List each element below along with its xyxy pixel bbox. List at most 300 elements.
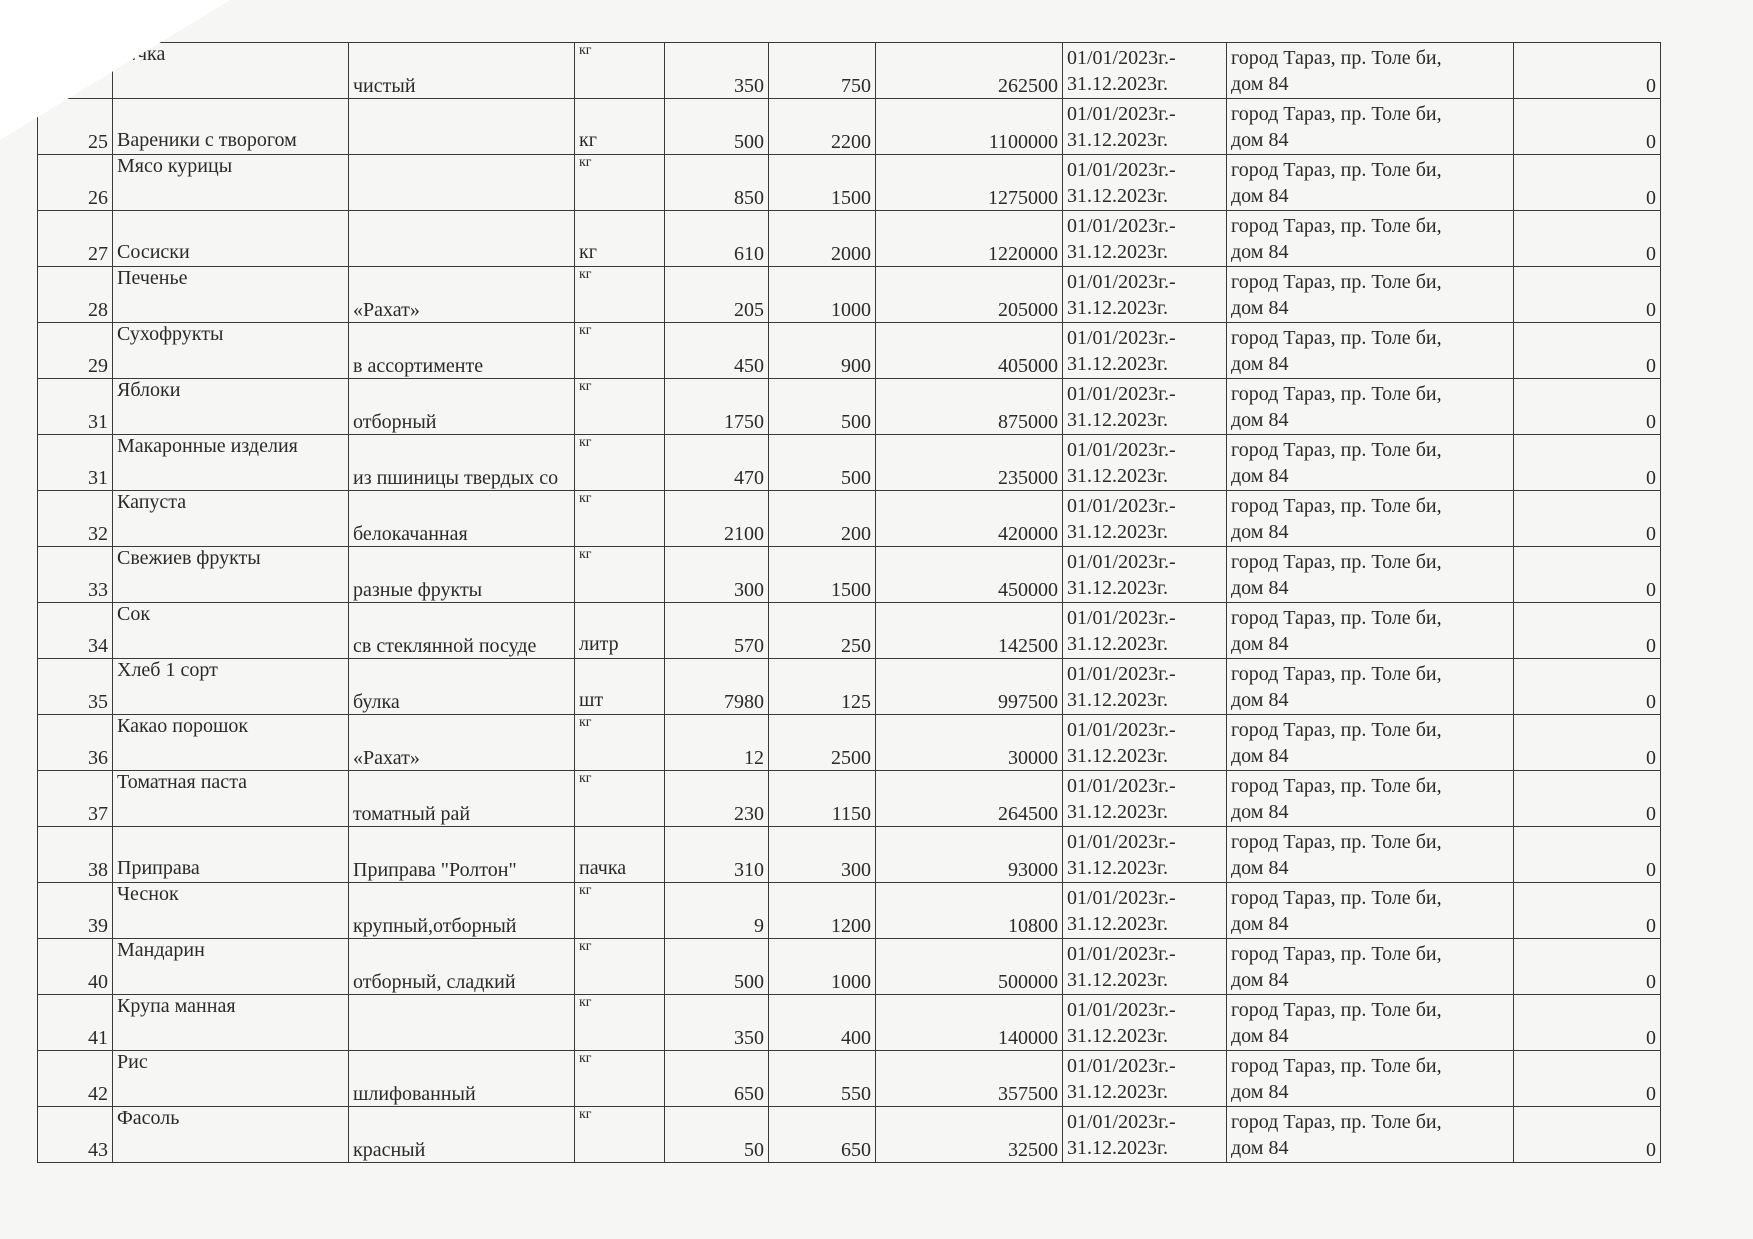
delivery-place	[1227, 715, 1514, 771]
table-row	[38, 659, 1661, 715]
total-sum: 205000	[876, 267, 1063, 323]
period-start: 01/01/2023г.-	[1067, 382, 1176, 405]
row-number: 38	[38, 827, 113, 883]
place-house: дом 84	[1231, 968, 1289, 991]
unit-of-measure: кг	[575, 547, 665, 603]
delivery-period	[1063, 995, 1227, 1051]
unit-price: 1000	[769, 267, 876, 323]
product-name: Фасоль	[113, 1107, 349, 1163]
place-house: дом 84	[1231, 184, 1289, 207]
unit-price: 200	[769, 491, 876, 547]
quantity: 500	[665, 939, 769, 995]
unit-price: 2200	[769, 99, 876, 155]
quantity: 500	[665, 99, 769, 155]
delivery-place	[1227, 99, 1514, 155]
period-end: 31.12.2023г.	[1067, 408, 1168, 431]
table-row	[38, 603, 1661, 659]
delivery-period	[1063, 267, 1227, 323]
table-row	[38, 379, 1661, 435]
place-house: дом 84	[1231, 632, 1289, 655]
unit-price: 900	[769, 323, 876, 379]
total-sum: 32500	[876, 1107, 1063, 1163]
table-row	[38, 323, 1661, 379]
period-start: 01/01/2023г.-	[1067, 1054, 1176, 1077]
delivery-place	[1227, 43, 1514, 99]
place-city: город Тараз, пр. Толе би,	[1231, 102, 1442, 125]
delivery-period	[1063, 435, 1227, 491]
place-house: дом 84	[1231, 240, 1289, 263]
advance-payment: 0	[1514, 659, 1661, 715]
total-sum: 10800	[876, 883, 1063, 939]
period-start: 01/01/2023г.-	[1067, 158, 1176, 181]
advance-payment: 0	[1514, 435, 1661, 491]
unit-of-measure: кг	[575, 99, 665, 155]
product-name: Томатная паста	[113, 771, 349, 827]
quantity: 310	[665, 827, 769, 883]
quantity: 7980	[665, 659, 769, 715]
product-description: отборный	[349, 379, 575, 435]
product-name: …чка	[113, 43, 349, 99]
unit-price: 300	[769, 827, 876, 883]
row-number: 36	[38, 715, 113, 771]
unit-of-measure: кг	[575, 43, 665, 99]
row-number: 35	[38, 659, 113, 715]
product-description: крупный,отборный	[349, 883, 575, 939]
delivery-place	[1227, 491, 1514, 547]
delivery-place	[1227, 435, 1514, 491]
unit-of-measure: шт	[575, 659, 665, 715]
delivery-period	[1063, 603, 1227, 659]
table-body	[38, 43, 1661, 1163]
product-name: Сосиски	[113, 211, 349, 267]
advance-payment: 0	[1514, 211, 1661, 267]
place-city: город Тараз, пр. Толе би,	[1231, 830, 1442, 853]
quantity: 470	[665, 435, 769, 491]
total-sum: 997500	[876, 659, 1063, 715]
place-house: дом 84	[1231, 1080, 1289, 1103]
table-row	[38, 211, 1661, 267]
product-description	[349, 995, 575, 1051]
period-start: 01/01/2023г.-	[1067, 438, 1176, 461]
product-name: Рис	[113, 1051, 349, 1107]
total-sum: 142500	[876, 603, 1063, 659]
place-city: город Тараз, пр. Толе би,	[1231, 214, 1442, 237]
delivery-place	[1227, 155, 1514, 211]
delivery-place	[1227, 827, 1514, 883]
row-number: 26	[38, 155, 113, 211]
delivery-place	[1227, 659, 1514, 715]
delivery-period	[1063, 211, 1227, 267]
place-house: дом 84	[1231, 912, 1289, 935]
product-name: Сухофрукты	[113, 323, 349, 379]
place-city: город Тараз, пр. Толе би,	[1231, 382, 1442, 405]
unit-of-measure: кг	[575, 995, 665, 1051]
period-start: 01/01/2023г.-	[1067, 494, 1176, 517]
period-end: 31.12.2023г.	[1067, 72, 1168, 95]
period-end: 31.12.2023г.	[1067, 1024, 1168, 1047]
quantity: 230	[665, 771, 769, 827]
period-end: 31.12.2023г.	[1067, 968, 1168, 991]
product-description: в ассортименте	[349, 323, 575, 379]
total-sum: 875000	[876, 379, 1063, 435]
place-city: город Тараз, пр. Толе би,	[1231, 550, 1442, 573]
product-name: Свежиев фрукты	[113, 547, 349, 603]
product-description	[349, 99, 575, 155]
product-name: Хлеб 1 сорт	[113, 659, 349, 715]
quantity: 350	[665, 995, 769, 1051]
advance-payment: 0	[1514, 1051, 1661, 1107]
unit-price: 750	[769, 43, 876, 99]
delivery-period	[1063, 1051, 1227, 1107]
product-description: отборный, сладкий	[349, 939, 575, 995]
unit-price: 400	[769, 995, 876, 1051]
unit-price: 500	[769, 435, 876, 491]
row-number: 41	[38, 995, 113, 1051]
table-row	[38, 827, 1661, 883]
place-house: дом 84	[1231, 688, 1289, 711]
advance-payment: 0	[1514, 379, 1661, 435]
table-row	[38, 435, 1661, 491]
period-start: 01/01/2023г.-	[1067, 326, 1176, 349]
period-start: 01/01/2023г.-	[1067, 270, 1176, 293]
place-city: город Тараз, пр. Толе би,	[1231, 942, 1442, 965]
unit-of-measure: кг	[575, 155, 665, 211]
product-description: шлифованный	[349, 1051, 575, 1107]
period-end: 31.12.2023г.	[1067, 800, 1168, 823]
place-house: дом 84	[1231, 352, 1289, 375]
period-end: 31.12.2023г.	[1067, 912, 1168, 935]
total-sum: 1275000	[876, 155, 1063, 211]
quantity: 570	[665, 603, 769, 659]
place-house: дом 84	[1231, 296, 1289, 319]
delivery-period	[1063, 715, 1227, 771]
quantity: 2100	[665, 491, 769, 547]
product-name: Чеснок	[113, 883, 349, 939]
product-description: красный	[349, 1107, 575, 1163]
total-sum: 357500	[876, 1051, 1063, 1107]
place-house: дом 84	[1231, 1136, 1289, 1159]
unit-of-measure: кг	[575, 323, 665, 379]
product-description: «Рахат»	[349, 267, 575, 323]
row-number: 32	[38, 491, 113, 547]
unit-price: 1000	[769, 939, 876, 995]
delivery-place	[1227, 1051, 1514, 1107]
place-city: город Тараз, пр. Толе би,	[1231, 774, 1442, 797]
total-sum: 93000	[876, 827, 1063, 883]
total-sum: 235000	[876, 435, 1063, 491]
unit-price: 2000	[769, 211, 876, 267]
advance-payment: 0	[1514, 323, 1661, 379]
advance-payment: 0	[1514, 771, 1661, 827]
period-start: 01/01/2023г.-	[1067, 102, 1176, 125]
period-end: 31.12.2023г.	[1067, 184, 1168, 207]
product-name: Яблоки	[113, 379, 349, 435]
product-description	[349, 211, 575, 267]
place-city: город Тараз, пр. Толе би,	[1231, 998, 1442, 1021]
row-number: 31	[38, 379, 113, 435]
advance-payment: 0	[1514, 267, 1661, 323]
period-end: 31.12.2023г.	[1067, 296, 1168, 319]
unit-of-measure: пачка	[575, 827, 665, 883]
period-end: 31.12.2023г.	[1067, 576, 1168, 599]
advance-payment: 0	[1514, 883, 1661, 939]
product-description: разные фрукты	[349, 547, 575, 603]
period-end: 31.12.2023г.	[1067, 1080, 1168, 1103]
delivery-period	[1063, 155, 1227, 211]
product-name: Приправа	[113, 827, 349, 883]
advance-payment: 0	[1514, 1107, 1661, 1163]
unit-of-measure: кг	[575, 1107, 665, 1163]
unit-of-measure: кг	[575, 491, 665, 547]
quantity: 9	[665, 883, 769, 939]
table-row	[38, 547, 1661, 603]
period-start: 01/01/2023г.-	[1067, 998, 1176, 1021]
table-row	[38, 939, 1661, 995]
delivery-place	[1227, 547, 1514, 603]
delivery-place	[1227, 323, 1514, 379]
place-city: город Тараз, пр. Толе би,	[1231, 886, 1442, 909]
product-name: Сок	[113, 603, 349, 659]
row-number: 39	[38, 883, 113, 939]
period-end: 31.12.2023г.	[1067, 352, 1168, 375]
delivery-place	[1227, 603, 1514, 659]
quantity: 650	[665, 1051, 769, 1107]
row-number: 25	[38, 99, 113, 155]
product-name: Вареники с творогом	[113, 99, 349, 155]
total-sum: 264500	[876, 771, 1063, 827]
quantity: 610	[665, 211, 769, 267]
unit-price: 500	[769, 379, 876, 435]
period-start: 01/01/2023г.-	[1067, 942, 1176, 965]
row-number: 42	[38, 1051, 113, 1107]
quantity: 850	[665, 155, 769, 211]
period-start: 01/01/2023г.-	[1067, 662, 1176, 685]
unit-of-measure: литр	[575, 603, 665, 659]
period-end: 31.12.2023г.	[1067, 744, 1168, 767]
advance-payment: 0	[1514, 155, 1661, 211]
quantity: 50	[665, 1107, 769, 1163]
delivery-period	[1063, 547, 1227, 603]
quantity: 12	[665, 715, 769, 771]
unit-price: 1500	[769, 155, 876, 211]
advance-payment: 0	[1514, 939, 1661, 995]
row-number: 43	[38, 1107, 113, 1163]
unit-of-measure: кг	[575, 939, 665, 995]
unit-of-measure: кг	[575, 771, 665, 827]
product-name: Крупа манная	[113, 995, 349, 1051]
advance-payment: 0	[1514, 43, 1661, 99]
total-sum: 30000	[876, 715, 1063, 771]
place-city: город Тараз, пр. Толе би,	[1231, 1110, 1442, 1133]
advance-payment: 0	[1514, 99, 1661, 155]
period-end: 31.12.2023г.	[1067, 128, 1168, 151]
product-description: чистый	[349, 43, 575, 99]
delivery-place	[1227, 1107, 1514, 1163]
product-description: св стеклянной посуде	[349, 603, 575, 659]
place-house: дом 84	[1231, 464, 1289, 487]
delivery-place	[1227, 939, 1514, 995]
delivery-period	[1063, 323, 1227, 379]
place-house: дом 84	[1231, 856, 1289, 879]
unit-of-measure: кг	[575, 267, 665, 323]
place-city: город Тараз, пр. Толе би,	[1231, 494, 1442, 517]
unit-of-measure: кг	[575, 211, 665, 267]
quantity: 1750	[665, 379, 769, 435]
unit-of-measure: кг	[575, 379, 665, 435]
table-row	[38, 715, 1661, 771]
unit-price: 125	[769, 659, 876, 715]
unit-price: 650	[769, 1107, 876, 1163]
unit-price: 550	[769, 1051, 876, 1107]
period-end: 31.12.2023г.	[1067, 632, 1168, 655]
delivery-period	[1063, 883, 1227, 939]
total-sum: 1100000	[876, 99, 1063, 155]
table-row	[38, 1051, 1661, 1107]
row-number: 28	[38, 267, 113, 323]
unit-price: 250	[769, 603, 876, 659]
place-city: город Тараз, пр. Толе би,	[1231, 438, 1442, 461]
row-number: 31	[38, 435, 113, 491]
unit-price: 2500	[769, 715, 876, 771]
total-sum: 405000	[876, 323, 1063, 379]
product-name: Мясо курицы	[113, 155, 349, 211]
place-city: город Тараз, пр. Толе би,	[1231, 606, 1442, 629]
product-name: Макаронные изделия	[113, 435, 349, 491]
product-name: Какао порошок	[113, 715, 349, 771]
row-number: 29	[38, 323, 113, 379]
quantity: 300	[665, 547, 769, 603]
delivery-period	[1063, 827, 1227, 883]
place-house: дом 84	[1231, 800, 1289, 823]
advance-payment: 0	[1514, 715, 1661, 771]
advance-payment: 0	[1514, 547, 1661, 603]
period-end: 31.12.2023г.	[1067, 1136, 1168, 1159]
product-description: булка	[349, 659, 575, 715]
table-row	[38, 771, 1661, 827]
period-start: 01/01/2023г.-	[1067, 550, 1176, 573]
place-city: город Тараз, пр. Толе би,	[1231, 158, 1442, 181]
quantity: 450	[665, 323, 769, 379]
quantity: 205	[665, 267, 769, 323]
unit-price: 1500	[769, 547, 876, 603]
period-end: 31.12.2023г.	[1067, 464, 1168, 487]
place-house: дом 84	[1231, 744, 1289, 767]
place-city: город Тараз, пр. Толе би,	[1231, 662, 1442, 685]
delivery-period	[1063, 379, 1227, 435]
place-house: дом 84	[1231, 72, 1289, 95]
unit-price: 1200	[769, 883, 876, 939]
total-sum: 262500	[876, 43, 1063, 99]
place-house: дом 84	[1231, 520, 1289, 543]
period-start: 01/01/2023г.-	[1067, 606, 1176, 629]
delivery-period	[1063, 491, 1227, 547]
place-city: город Тараз, пр. Толе би,	[1231, 718, 1442, 741]
delivery-place	[1227, 379, 1514, 435]
period-end: 31.12.2023г.	[1067, 520, 1168, 543]
delivery-period	[1063, 659, 1227, 715]
period-start: 01/01/2023г.-	[1067, 886, 1176, 909]
unit-of-measure: кг	[575, 715, 665, 771]
total-sum: 140000	[876, 995, 1063, 1051]
delivery-place	[1227, 211, 1514, 267]
advance-payment: 0	[1514, 995, 1661, 1051]
period-start: 01/01/2023г.-	[1067, 718, 1176, 741]
product-name: Печенье	[113, 267, 349, 323]
delivery-place	[1227, 995, 1514, 1051]
total-sum: 450000	[876, 547, 1063, 603]
place-house: дом 84	[1231, 576, 1289, 599]
delivery-period	[1063, 939, 1227, 995]
place-house: дом 84	[1231, 128, 1289, 151]
table-row	[38, 267, 1661, 323]
place-city: город Тараз, пр. Толе би,	[1231, 270, 1442, 293]
product-name: Капуста	[113, 491, 349, 547]
period-start: 01/01/2023г.-	[1067, 830, 1176, 853]
row-number: 34	[38, 603, 113, 659]
product-description: томатный рай	[349, 771, 575, 827]
product-description: из пшиницы твердых со	[349, 435, 575, 491]
unit-of-measure: кг	[575, 435, 665, 491]
table-row	[38, 883, 1661, 939]
table-row	[38, 43, 1661, 99]
product-description: Приправа "Ролтон"	[349, 827, 575, 883]
total-sum: 420000	[876, 491, 1063, 547]
row-number: 37	[38, 771, 113, 827]
product-description: белокачанная	[349, 491, 575, 547]
unit-of-measure: кг	[575, 1051, 665, 1107]
place-city: город Тараз, пр. Толе би,	[1231, 1054, 1442, 1077]
product-description	[349, 155, 575, 211]
place-city: город Тараз, пр. Толе би,	[1231, 326, 1442, 349]
product-name: Мандарин	[113, 939, 349, 995]
place-house: дом 84	[1231, 408, 1289, 431]
table-row	[38, 995, 1661, 1051]
period-start: 01/01/2023г.-	[1067, 774, 1176, 797]
table-row	[38, 1107, 1661, 1163]
delivery-period	[1063, 99, 1227, 155]
period-end: 31.12.2023г.	[1067, 856, 1168, 879]
delivery-place	[1227, 267, 1514, 323]
place-city: город Тараз, пр. Толе би,	[1231, 46, 1442, 69]
product-description: «Рахат»	[349, 715, 575, 771]
quantity: 350	[665, 43, 769, 99]
row-number: 27	[38, 211, 113, 267]
advance-payment: 0	[1514, 603, 1661, 659]
period-start: 01/01/2023г.-	[1067, 1110, 1176, 1133]
advance-payment: 0	[1514, 491, 1661, 547]
delivery-period	[1063, 43, 1227, 99]
goods-table	[37, 42, 1661, 1163]
period-start: 01/01/2023г.-	[1067, 214, 1176, 237]
row-number: 33	[38, 547, 113, 603]
total-sum: 1220000	[876, 211, 1063, 267]
unit-of-measure: кг	[575, 883, 665, 939]
table-row	[38, 155, 1661, 211]
period-end: 31.12.2023г.	[1067, 688, 1168, 711]
delivery-period	[1063, 1107, 1227, 1163]
advance-payment: 0	[1514, 827, 1661, 883]
folded-corner	[0, 0, 230, 140]
total-sum: 500000	[876, 939, 1063, 995]
table-row	[38, 491, 1661, 547]
unit-price: 1150	[769, 771, 876, 827]
delivery-period	[1063, 771, 1227, 827]
period-end: 31.12.2023г.	[1067, 240, 1168, 263]
place-house: дом 84	[1231, 1024, 1289, 1047]
table-row	[38, 99, 1661, 155]
row-number: 40	[38, 939, 113, 995]
delivery-place	[1227, 883, 1514, 939]
